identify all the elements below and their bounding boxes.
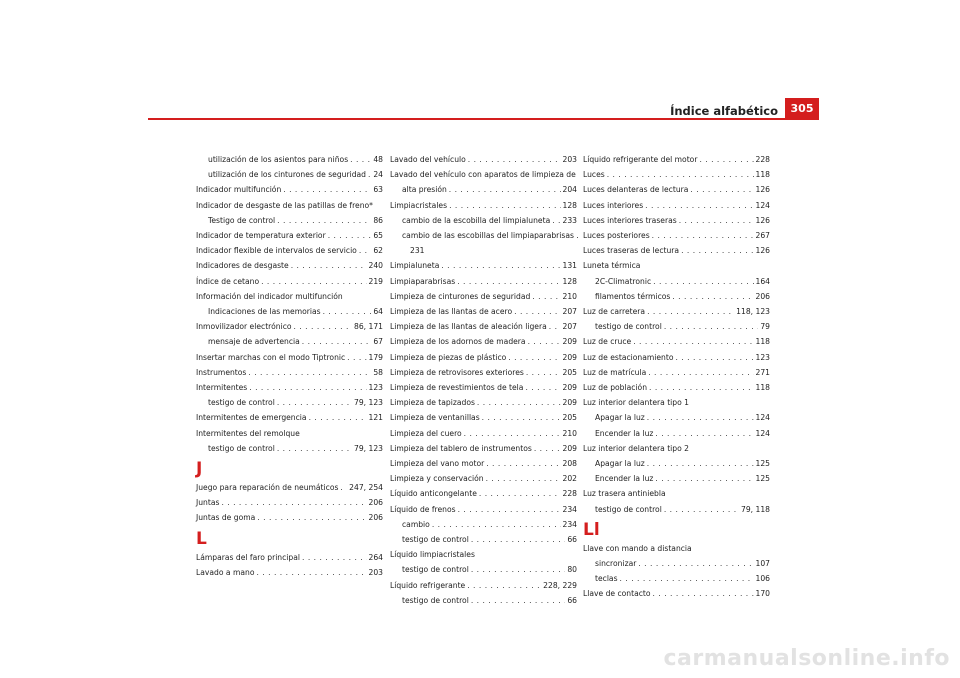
- index-entry: Apagar la luz . . . 125: [583, 456, 770, 471]
- index-entry: Líquido anticongelante . . . 228: [390, 486, 577, 501]
- index-entry: Líquido refrigerante del motor . . . 228: [583, 152, 770, 167]
- index-entry: Limpieza del cuero . . . 210: [390, 426, 577, 441]
- index-entry: Luces . . . 118: [583, 167, 770, 182]
- index-entry: Lavado a mano . . . 203: [196, 565, 383, 580]
- index-heading: Intermitentes del remolque: [196, 428, 300, 438]
- index-entry: Limpiacristales . . . 128: [390, 198, 577, 213]
- index-entry: Encender la luz . . . 124: [583, 426, 770, 441]
- index-entry: Luz de matrícula . . . 271: [583, 365, 770, 380]
- index-entry: testigo de control . . . 66: [390, 532, 577, 547]
- index-entry: Indicador flexible de intervalos de servicio . . . 62: [196, 243, 383, 258]
- index-entry: testigo de control . . . 79: [583, 319, 770, 334]
- index-entry-text: cambio de las escobillas del limpiaparabrisas .: [402, 231, 579, 241]
- index-entry: Luz de población . . . 118: [583, 380, 770, 395]
- section-letter-ll: Ll: [583, 519, 600, 540]
- page-header-title: Índice alfabético: [670, 104, 778, 118]
- index-entry: cambio . . . 234: [390, 517, 577, 532]
- index-entry: teclas . . . 106: [583, 571, 770, 586]
- index-entry: Líquido de frenos . . . 234: [390, 502, 577, 517]
- index-entry: testigo de control . . . 66: [390, 593, 577, 608]
- index-heading: Información del indicador multifunción: [196, 291, 343, 301]
- index-entry: Luces interiores traseras . . . 126: [583, 213, 770, 228]
- index-entry: Limpieza del tablero de instrumentos . . . 209: [390, 441, 577, 456]
- index-entry: Indicadores de desgaste . . . 240: [196, 258, 383, 273]
- index-entry: Limpieza de las llantas de aleación ligera . . . 207: [390, 319, 577, 334]
- page-number-badge: 305: [785, 98, 819, 118]
- index-entry: testigo de control . . . 79, 123: [196, 395, 383, 410]
- index-entry: Juntas de goma . . . 206: [196, 510, 383, 525]
- index-entry: Líquido refrigerante . . . 228, 229: [390, 578, 577, 593]
- index-entry: testigo de control . . . 80: [390, 562, 577, 577]
- index-entry: Testigo de control . . . 86: [196, 213, 383, 228]
- index-entry: Indicador de temperatura exterior . . . 65: [196, 228, 383, 243]
- section-letter-j: J: [196, 459, 203, 480]
- index-column-3: [583, 152, 770, 602]
- index-heading: Luz trasera antiniebla: [583, 489, 666, 499]
- index-entry: Limpieza de las llantas de acero . . . 207: [390, 304, 577, 319]
- index-entry: Limpieza del vano motor . . . 208: [390, 456, 577, 471]
- header-rule: [148, 118, 819, 120]
- index-entry: Limpiaparabrisas . . . 128: [390, 274, 577, 289]
- index-entry: testigo de control . . . 79, 118: [583, 502, 770, 517]
- index-entry: Luces interiores . . . 124: [583, 198, 770, 213]
- index-column-2: [390, 152, 577, 608]
- index-entry: Apagar la luz . . . 124: [583, 410, 770, 425]
- index-entry: Luz de cruce . . . 118: [583, 334, 770, 349]
- index-entry: Lámparas del faro principal . . . 264: [196, 550, 383, 565]
- index-entry: cambio de la escobilla del limpialuneta . . . 233: [390, 213, 577, 228]
- index-entry: testigo de control . . . 79, 123: [196, 441, 383, 456]
- index-heading: Lavado del vehículo con aparatos de limpieza de: [390, 170, 576, 180]
- index-entry: Índice de cetano . . . 219: [196, 274, 383, 289]
- index-entry: Intermitentes . . . 123: [196, 380, 383, 395]
- index-entry: mensaje de advertencia . . . 67: [196, 334, 383, 349]
- footer-watermark: carmanualsonline.info: [663, 646, 950, 671]
- index-entry: Encender la luz . . . 125: [583, 471, 770, 486]
- index-entry: Intermitentes de emergencia . . . 121: [196, 410, 383, 425]
- index-column-1: [196, 152, 383, 580]
- index-entry: Insertar marchas con el modo Tiptronic . . . 179: [196, 350, 383, 365]
- index-entry: Limpieza de piezas de plástico . . . 209: [390, 350, 577, 365]
- index-entry: Lavado del vehículo . . . 203: [390, 152, 577, 167]
- index-entry: Instrumentos . . . 58: [196, 365, 383, 380]
- index-heading: Luneta térmica: [583, 261, 641, 271]
- index-entry: Juego para reparación de neumáticos . . . 247, 254: [196, 480, 383, 495]
- index-entry: Inmovilizador electrónico . . . 86, 171: [196, 319, 383, 334]
- index-heading: Luz interior delantera tipo 2: [583, 443, 690, 453]
- index-entry: Llave de contacto . . . 170: [583, 586, 770, 601]
- index-entry: Limpieza de tapizados . . . 209: [390, 395, 577, 410]
- index-entry: Limpieza de revestimientos de tela . . . 209: [390, 380, 577, 395]
- index-entry: Limpieza de ventanillas . . . 205: [390, 410, 577, 425]
- index-entry: Limpieza de cinturones de seguridad . . . 210: [390, 289, 577, 304]
- index-entry: Limpieza de los adornos de madera . . . 209: [390, 334, 577, 349]
- index-entry: Limpialuneta . . . 131: [390, 258, 577, 273]
- index-heading: Líquido limpiacristales: [390, 550, 475, 560]
- index-entry: alta presión . . . 204: [390, 182, 577, 197]
- index-heading: Indicador de desgaste de las patillas de freno*: [196, 200, 373, 210]
- index-entry: sincronizar . . . 107: [583, 556, 770, 571]
- index-entry: Limpieza de retrovisores exteriores . . . 205: [390, 365, 577, 380]
- index-heading: Luz interior delantera tipo 1: [583, 398, 690, 408]
- index-entry: Luces delanteras de lectura . . . 126: [583, 182, 770, 197]
- index-entry: Luz de estacionamiento . . . 123: [583, 350, 770, 365]
- index-entry: filamentos térmicos . . . 206: [583, 289, 770, 304]
- index-entry: 2C-Climatronic . . . 164: [583, 274, 770, 289]
- index-entry: Luces traseras de lectura . . . 126: [583, 243, 770, 258]
- index-heading: Llave con mando a distancia: [583, 543, 692, 553]
- index-entry: utilización de los cinturones de seguridad . . . 24: [196, 167, 383, 182]
- section-letter-l: L: [196, 528, 207, 549]
- index-entry-page: 231: [410, 246, 425, 256]
- index-entry: utilización de los asientos para niños . . . 48: [196, 152, 383, 167]
- index-entry: Indicaciones de las memorias . . . 64: [196, 304, 383, 319]
- index-entry: Luz de carretera . . . 118, 123: [583, 304, 770, 319]
- index-entry: Juntas . . . 206: [196, 495, 383, 510]
- index-entry: Indicador multifunción . . . 63: [196, 182, 383, 197]
- index-entry: Limpieza y conservación . . . 202: [390, 471, 577, 486]
- index-entry: Luces posteriores . . . 267: [583, 228, 770, 243]
